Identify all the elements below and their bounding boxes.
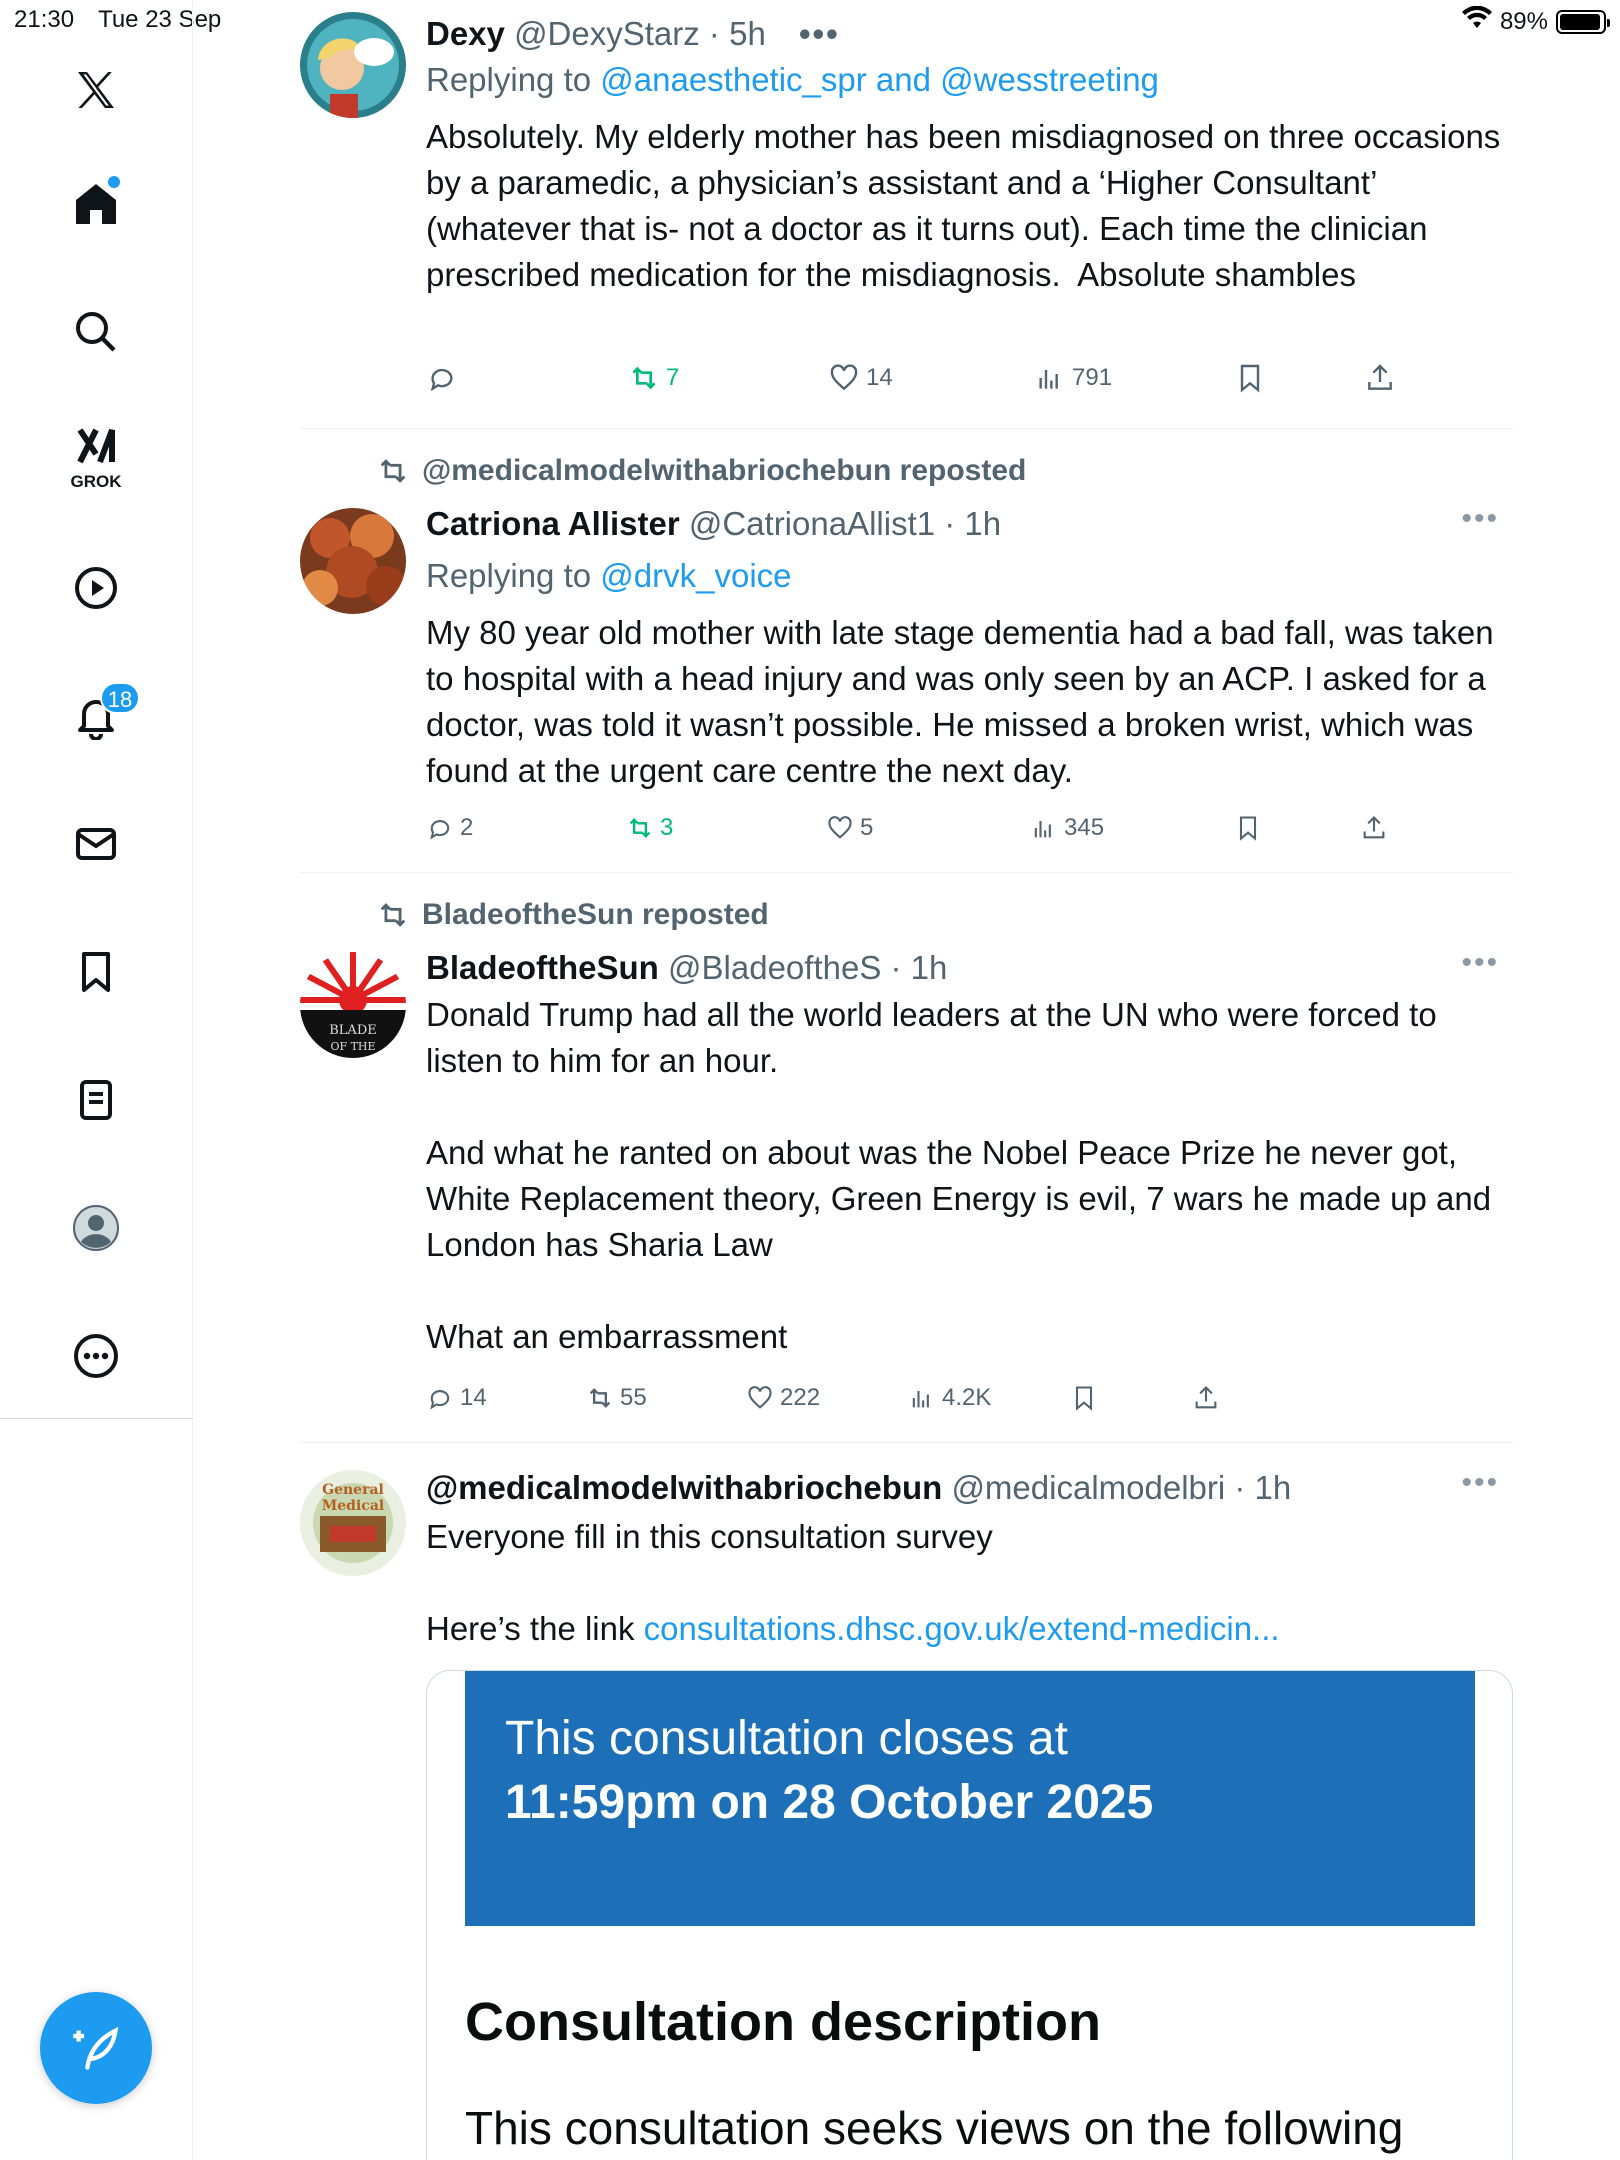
reply-icon (426, 362, 458, 394)
bookmark-button[interactable] (1234, 814, 1262, 842)
more-options-icon[interactable] (58, 1318, 134, 1394)
lists-icon[interactable] (58, 1062, 134, 1138)
consultation-link[interactable]: consultations.dhsc.gov.uk/extend-medicin... (643, 1610, 1280, 1647)
reply-button[interactable] (426, 362, 458, 394)
author-name[interactable]: Dexy (426, 15, 505, 52)
views-chart-icon (908, 1384, 936, 1412)
author-handle[interactable]: @CatrionaAllist1 · 1h (688, 505, 1002, 542)
bookmarks-icon[interactable] (58, 934, 134, 1010)
share-button[interactable] (1192, 1384, 1220, 1412)
views-button[interactable] (1030, 814, 1104, 842)
repost-button[interactable] (586, 1384, 647, 1412)
avatar[interactable] (300, 1470, 406, 1576)
consultation-banner (465, 1671, 1475, 1926)
sidebar-divider (0, 1418, 193, 1419)
tweet-actions (426, 362, 1513, 406)
svg-text:General: General (322, 1482, 384, 1498)
view-count: 4.2K (942, 1384, 992, 1411)
reply-to-mentions[interactable]: @drvk_voice (600, 557, 792, 594)
tweet-text: Everyone fill in this consultation survey (426, 1518, 993, 1555)
repost-count: 3 (660, 814, 674, 841)
tweet-actions (426, 814, 1513, 858)
more-icon[interactable]: ••• (1461, 502, 1499, 535)
reply-icon (426, 1384, 454, 1412)
share-button[interactable] (1360, 814, 1388, 842)
tweet-text: Absolutely. My elderly mother has been misdiagnosed on three occasions by a paramedic, a physician’s assistant and a ‘Higher Consultant’ (whatever that is- not a doctor as it turns out). Each time the clinician prescribed medication for the misdiagnosis. Absolute shambles (426, 118, 1510, 293)
battery-percent: 89% (1499, 7, 1548, 35)
like-count: 222 (780, 1384, 821, 1411)
reply-button[interactable] (426, 814, 473, 842)
svg-text:OF THE: OF THE (330, 1040, 376, 1053)
status-time: 21:30 (14, 6, 75, 33)
share-icon (1360, 814, 1388, 842)
views-chart-icon (1034, 362, 1066, 394)
repost-by-text[interactable]: @medicalmodelwithabriochebun reposted (422, 454, 1027, 487)
avatar[interactable] (300, 12, 406, 118)
tweet-divider (300, 428, 1513, 429)
tweet-text: Donald Trump had all the world leaders at the UN who were forced to listen to him for an hour. And what he ranted on about was the Nobel Peace Prize he never got, White Replacement theory, Green Energy is evil, 7 wars he made up and London has Sharia Law What an embarrassment (426, 996, 1492, 1355)
views-chart-icon (1030, 814, 1058, 842)
compose-post-button[interactable] (40, 1992, 152, 2104)
profile-avatar-icon[interactable] (58, 1190, 134, 1266)
repost-attribution (376, 898, 769, 932)
reply-to-prefix: Replying to (426, 557, 601, 594)
repost-icon (626, 814, 654, 842)
repost-attribution (376, 454, 1026, 488)
avatar[interactable] (300, 952, 406, 1058)
home-icon[interactable] (58, 166, 134, 242)
author-handle[interactable]: @DexyStarz · 5h (514, 15, 766, 52)
view-count: 791 (1072, 364, 1113, 391)
reply-count: 14 (460, 1384, 487, 1411)
banner-line-2: 11:59pm on 28 October 2025 (505, 1776, 1154, 1829)
bookmark-icon (1234, 362, 1266, 394)
views-button[interactable] (1034, 362, 1112, 394)
author-handle[interactable]: @medicalmodelbri · 1h (951, 1469, 1292, 1506)
like-count: 5 (860, 814, 874, 841)
tweet-divider (300, 1442, 1513, 1443)
card-heading: Consultation description (465, 1992, 1102, 2052)
tweet[interactable] (300, 898, 1513, 1428)
svg-text:Medical: Medical (321, 1498, 385, 1514)
like-count: 14 (866, 364, 893, 391)
compose-feather-icon (70, 2022, 122, 2074)
share-icon (1364, 362, 1396, 394)
reply-to-prefix: Replying to (426, 61, 601, 98)
author-handle[interactable]: @BladeoftheS · 1h (668, 949, 948, 986)
like-button[interactable] (826, 814, 873, 842)
notifications-badge: 18 (100, 682, 140, 714)
repost-button[interactable] (628, 362, 679, 394)
link-prefix: Here’s the link (426, 1610, 644, 1647)
reply-icon (426, 814, 454, 842)
link-preview-card[interactable] (426, 1670, 1513, 2160)
repost-small-icon (376, 454, 410, 488)
reply-button[interactable] (426, 1384, 487, 1412)
tweet[interactable] (300, 454, 1513, 854)
repost-icon (628, 362, 660, 394)
tweet[interactable] (300, 12, 1513, 412)
home-unread-dot (108, 176, 120, 188)
tweet[interactable] (300, 1466, 1513, 2160)
banner-line-1: This consultation closes at (505, 1712, 1068, 1765)
search-icon[interactable] (58, 294, 134, 370)
heart-icon (828, 362, 860, 394)
notifications-bell-icon[interactable] (58, 678, 134, 754)
tweet-actions (426, 1384, 1513, 1428)
repost-icon (586, 1384, 614, 1412)
bookmark-icon (1070, 1384, 1098, 1412)
avatar[interactable] (300, 508, 406, 614)
grok-label: GROK (70, 472, 122, 491)
sidebar (0, 0, 193, 2160)
grok-icon[interactable] (58, 416, 134, 492)
view-count: 345 (1064, 814, 1105, 841)
bookmark-button[interactable] (1234, 362, 1266, 394)
bookmark-button[interactable] (1070, 1384, 1098, 1412)
messages-envelope-icon[interactable] (58, 806, 134, 882)
author-name[interactable]: @medicalmodelwithabriochebun (426, 1469, 943, 1506)
card-paragraph: This consultation seeks views on the following (465, 2102, 1404, 2154)
more-icon[interactable]: ••• (798, 15, 840, 52)
share-button[interactable] (1364, 362, 1396, 394)
like-button[interactable] (746, 1384, 820, 1412)
repost-by-text[interactable]: BladeoftheSun reposted (422, 898, 769, 931)
share-icon (1192, 1384, 1220, 1412)
battery-icon (1556, 10, 1606, 34)
views-button[interactable] (908, 1384, 991, 1412)
repost-small-icon (376, 898, 410, 932)
like-button[interactable] (828, 362, 893, 394)
heart-icon (826, 814, 854, 842)
more-icon[interactable]: ••• (1461, 1466, 1499, 1499)
bookmark-icon (1234, 814, 1262, 842)
repost-count: 55 (620, 1384, 647, 1411)
repost-button[interactable] (626, 814, 673, 842)
reply-count: 2 (460, 814, 474, 841)
author-name[interactable]: BladeoftheSun (426, 949, 659, 986)
author-name[interactable]: Catriona Allister (426, 505, 680, 542)
tweet-divider (300, 872, 1513, 873)
reply-to-mentions[interactable]: @anaesthetic_spr and @wesstreeting (600, 61, 1159, 98)
video-play-icon[interactable] (58, 550, 134, 626)
more-icon[interactable]: ••• (1461, 946, 1499, 979)
avatar-logo-text: BLADE (329, 1023, 377, 1038)
heart-icon (746, 1384, 774, 1412)
tweet-text: My 80 year old mother with late stage dementia had a bad fall, was taken to hospital with a head injury and was only seen by an ACP. I asked for a doctor, was told it wasn’t possible. He missed a broken wrist, which was found at the urgent care centre the next day. (426, 614, 1503, 789)
x-logo-icon[interactable] (58, 52, 134, 128)
repost-count: 7 (666, 364, 680, 391)
status-date: Tue 23 Sep (98, 6, 222, 33)
